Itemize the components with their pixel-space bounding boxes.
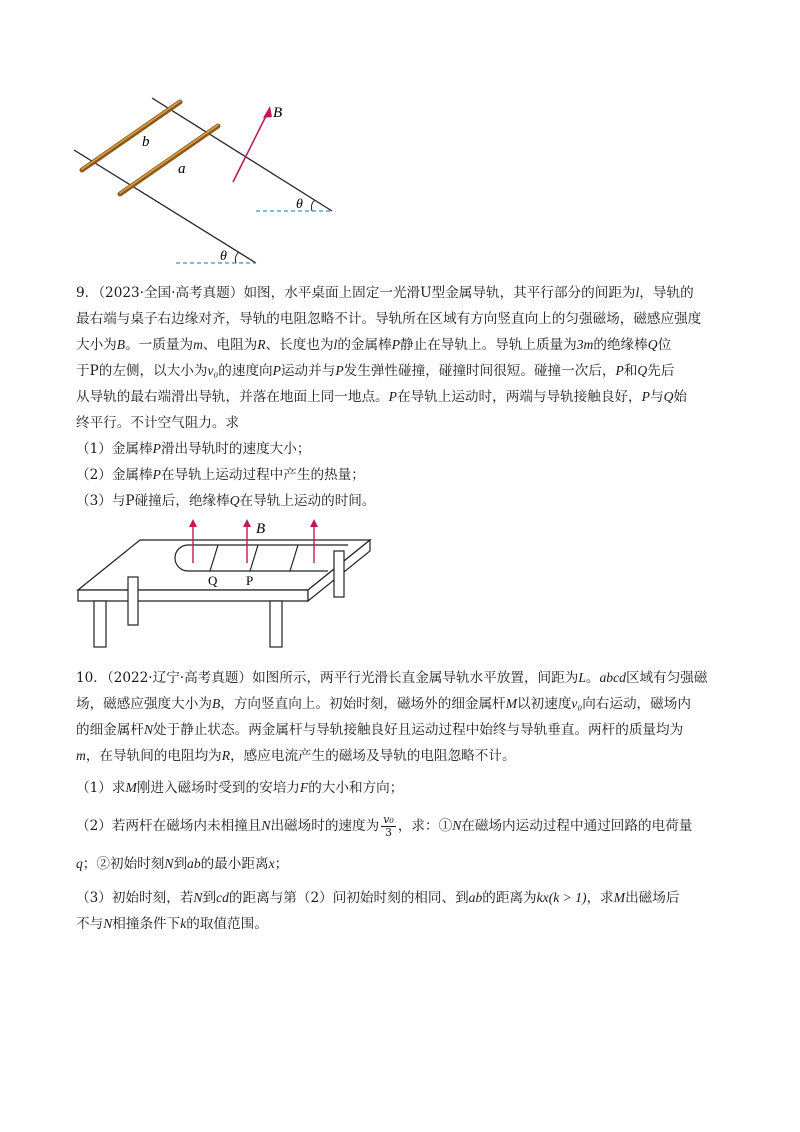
q9-sub-text: 在导轨上运动过程中产生的热量； [160, 467, 365, 483]
q9-text: 始 [673, 389, 687, 405]
q10-number: 10． [76, 670, 107, 686]
q9-var-P: P [615, 363, 624, 378]
q10-text: 出磁场后 [625, 890, 680, 906]
q10-text: （1）求 [76, 780, 126, 796]
q10-var-cd: cd [216, 890, 229, 905]
figure-table-u-rail [70, 515, 390, 655]
q9-text: 。一质量为 [125, 337, 194, 353]
q9-sub-text: （2）金属棒 [76, 467, 153, 483]
label-theta-lower: θ [220, 249, 227, 264]
q10-text: 到 [173, 856, 188, 872]
question-9 [76, 280, 736, 514]
q9-sub-1 [76, 436, 736, 462]
q9-var-B: B [116, 337, 126, 352]
q10-text: ，求 [586, 890, 614, 906]
angle-arc-upper [311, 200, 315, 211]
q10-text: 的细金属杆 [76, 722, 144, 738]
q10-sub-3-cont [76, 911, 736, 937]
q10-source: （2022·辽宁·高考真题） [106, 670, 253, 686]
fraction-denominator: 3 [385, 826, 393, 839]
q9-line-3 [76, 332, 736, 358]
q10-var-M: M [125, 780, 137, 795]
q10-text: 出磁场时的速度为 [270, 818, 380, 834]
q9-text: 大小为 [76, 337, 117, 353]
q10-text: 的取值范围。 [186, 916, 268, 932]
rail-upper-left [74, 98, 152, 152]
q9-sub-text: （3）与P碰撞后，绝缘棒 [76, 493, 230, 509]
q10-text: 在磁场内运动过程中通过回路的电荷量 [461, 818, 693, 834]
table-leg-front-right [270, 601, 282, 647]
q9-var-P: P [152, 467, 161, 482]
q9-var-m: m [193, 337, 203, 352]
q10-expr-kx: kx(k > 1) [536, 890, 587, 905]
label-P: P [246, 573, 254, 588]
q10-text: ，感应电流产生的磁场及导轨的电阻忽略不计。 [230, 748, 516, 764]
field-arrowhead-3 [310, 519, 318, 527]
q9-var-Q: Q [663, 389, 674, 404]
q9-sub-2 [76, 462, 736, 488]
q10-text: ； [274, 856, 289, 872]
q9-text: 的速度向 [218, 363, 273, 379]
field-arrowhead-1 [189, 519, 197, 527]
q10-sub-3 [76, 885, 736, 911]
question-10 [76, 665, 736, 937]
table-leg-back-right [334, 551, 344, 597]
q9-text: ，导轨的 [639, 285, 694, 301]
q9-text: 于P的左侧，以大小为 [76, 363, 208, 379]
q10-text: 场，磁感应强度大小为 [76, 696, 212, 712]
q10-text: 刚进入磁场时受到的安培力 [136, 780, 300, 796]
q10-var-abcd: abcd [599, 670, 626, 685]
q10-var-N: N [164, 856, 174, 871]
q9-text: 的绝缘棒 [593, 337, 648, 353]
q9-var-P: P [391, 337, 401, 352]
field-arrow-B [233, 112, 268, 182]
q10-var-N: N [143, 722, 154, 737]
q10-var-M: M [613, 890, 626, 905]
q10-text: ，求：① [397, 818, 453, 834]
q10-var-N: N [193, 890, 203, 905]
q9-var-P: P [641, 389, 650, 404]
q10-var-F: F [299, 780, 309, 795]
q9-var-R: R [257, 337, 266, 352]
q10-var-ab: ab [468, 890, 483, 905]
q10-line-2 [76, 691, 736, 717]
q9-text: 在导轨上运动时，两端与导轨接触良好， [396, 389, 642, 405]
q9-text: 运动并与 [280, 363, 336, 379]
q10-text: 相撞条件下 [112, 916, 181, 932]
q9-text: 的金属棒 [337, 337, 392, 353]
q9-var-v0: v₀ [207, 363, 219, 378]
q10-text: 不与 [76, 916, 104, 932]
q9-var-Q: Q [229, 493, 240, 508]
q9-var-P: P [388, 389, 397, 404]
q10-sub-2-cont [76, 851, 736, 877]
label-B: B [273, 105, 283, 121]
fraction-numerator: v₀ [383, 813, 394, 826]
q10-text: ，在导轨间的电阻均为 [85, 748, 222, 764]
q9-line-2 [76, 306, 736, 332]
q9-var-Q: Q [647, 337, 658, 352]
q9-sub-text: 在导轨上运动的时间。 [239, 493, 376, 509]
q9-line-5 [76, 384, 736, 410]
q9-text: 从导轨的最右端滑出导轨，并落在地面上同一地点。 [76, 389, 389, 405]
q10-text: 的距离为 [482, 890, 537, 906]
q9-sub-text: （1）金属棒 [76, 441, 153, 457]
q9-text: 和 [623, 363, 638, 379]
q10-text: ，方向竖直向上。初始时刻，磁场外的细金属杆 [220, 696, 506, 712]
q9-text: 发生弹性碰撞，碰撞时间很短。碰撞一次后， [343, 363, 616, 379]
q9-text: 如图，水平桌面上固定一光滑U型金属导轨，其平行部分的间距为 [243, 285, 636, 301]
q10-var-ab: ab [187, 856, 201, 871]
q10-var-N: N [261, 818, 271, 833]
q9-var-P: P [152, 441, 161, 456]
q10-text: 的距离与第（2）问初始时刻的相同、到 [228, 890, 469, 906]
q10-sub-1 [76, 775, 736, 801]
q10-line-1 [76, 665, 736, 691]
rod-b-highlight [82, 101, 180, 169]
field-arrowhead-2 [243, 519, 251, 527]
q10-text: 。 [585, 670, 600, 686]
q10-line-3 [76, 717, 736, 743]
label-a: a [178, 161, 186, 177]
q10-line-4 [76, 743, 736, 769]
q9-var-l: l [635, 285, 640, 300]
q10-var-R: R [221, 748, 231, 763]
q9-line-1 [76, 280, 736, 306]
q9-sub-text: 滑出导轨时的速度大小； [160, 441, 311, 457]
table-leg-front-left [94, 601, 106, 647]
q9-line-4 [76, 358, 736, 384]
q9-text: 位 [657, 337, 672, 353]
q10-var-v0: v₀ [571, 696, 583, 711]
q9-var-P: P [335, 363, 344, 378]
q9-text: 最右端与桌子右边缘对齐，导轨的电阻忽略不计。导轨所在区域有方向竖直向上的匀强磁场，磁感应强度 [76, 311, 702, 327]
q9-text: 与 [649, 389, 664, 405]
q9-line-6 [76, 410, 736, 436]
q10-text: （3）初始时刻，若 [76, 890, 194, 906]
q10-var-m: m [76, 748, 86, 763]
q10-text: 处于静止状态。两金属杆与导轨接触良好且运动过程中始终与导轨垂直。两杆的质量均为 [153, 722, 684, 738]
q9-var-l: l [333, 337, 338, 352]
figure-inclined-rails [60, 90, 360, 280]
table-front-edge [78, 590, 308, 601]
rail-lower [74, 150, 256, 263]
q10-var-q: q [76, 856, 83, 871]
q9-text: 、电阻为 [202, 337, 258, 353]
q10-var-M: M [505, 696, 518, 711]
table-leg-back-left [128, 577, 138, 625]
q10-text: （2）若两杆在磁场内未相撞且 [76, 818, 262, 834]
q10-text: 的最小距离 [200, 856, 269, 872]
label-Q: Q [208, 573, 218, 588]
q10-text: 向右运动，磁场内 [582, 696, 691, 712]
q10-text: ；②初始时刻 [82, 856, 165, 872]
q10-text: 到 [202, 890, 217, 906]
q10-var-B: B [211, 696, 221, 711]
label-b: b [142, 134, 150, 150]
q10-var-N: N [103, 916, 113, 931]
q9-number: 9． [76, 285, 99, 301]
q10-text: 如图所示，两平行光滑长直金属导轨水平放置，间距为 [252, 670, 579, 686]
fraction-v0-over-3 [381, 814, 396, 839]
q10-text: 的大小和方向； [308, 780, 404, 796]
q10-var-x: x [268, 856, 275, 871]
q9-text: 、长度也为 [265, 337, 334, 353]
q10-var-N: N [452, 818, 462, 833]
label-theta-upper: θ [296, 197, 303, 212]
q9-var-3m: 3m [576, 337, 594, 352]
label-B: B [256, 521, 266, 537]
q10-sub-2 [76, 813, 736, 839]
q9-text: 先后 [647, 363, 675, 379]
q10-text: 以初速度 [517, 696, 572, 712]
q10-var-k: k [180, 916, 187, 931]
field-arrowhead [263, 106, 272, 118]
q10-var-L: L [578, 670, 586, 685]
q9-sub-3 [76, 488, 736, 514]
q9-var-P: P [272, 363, 281, 378]
q9-text: 终平行。不计空气阻力。求 [76, 415, 240, 431]
angle-arc-lower [235, 252, 239, 263]
q9-source: （2023·全国·高考真题） [98, 285, 244, 301]
q10-text: 区域有匀强磁 [625, 670, 708, 686]
q9-text: 静止在导轨上。导轨上质量为 [400, 337, 577, 353]
q9-var-Q: Q [637, 363, 648, 378]
